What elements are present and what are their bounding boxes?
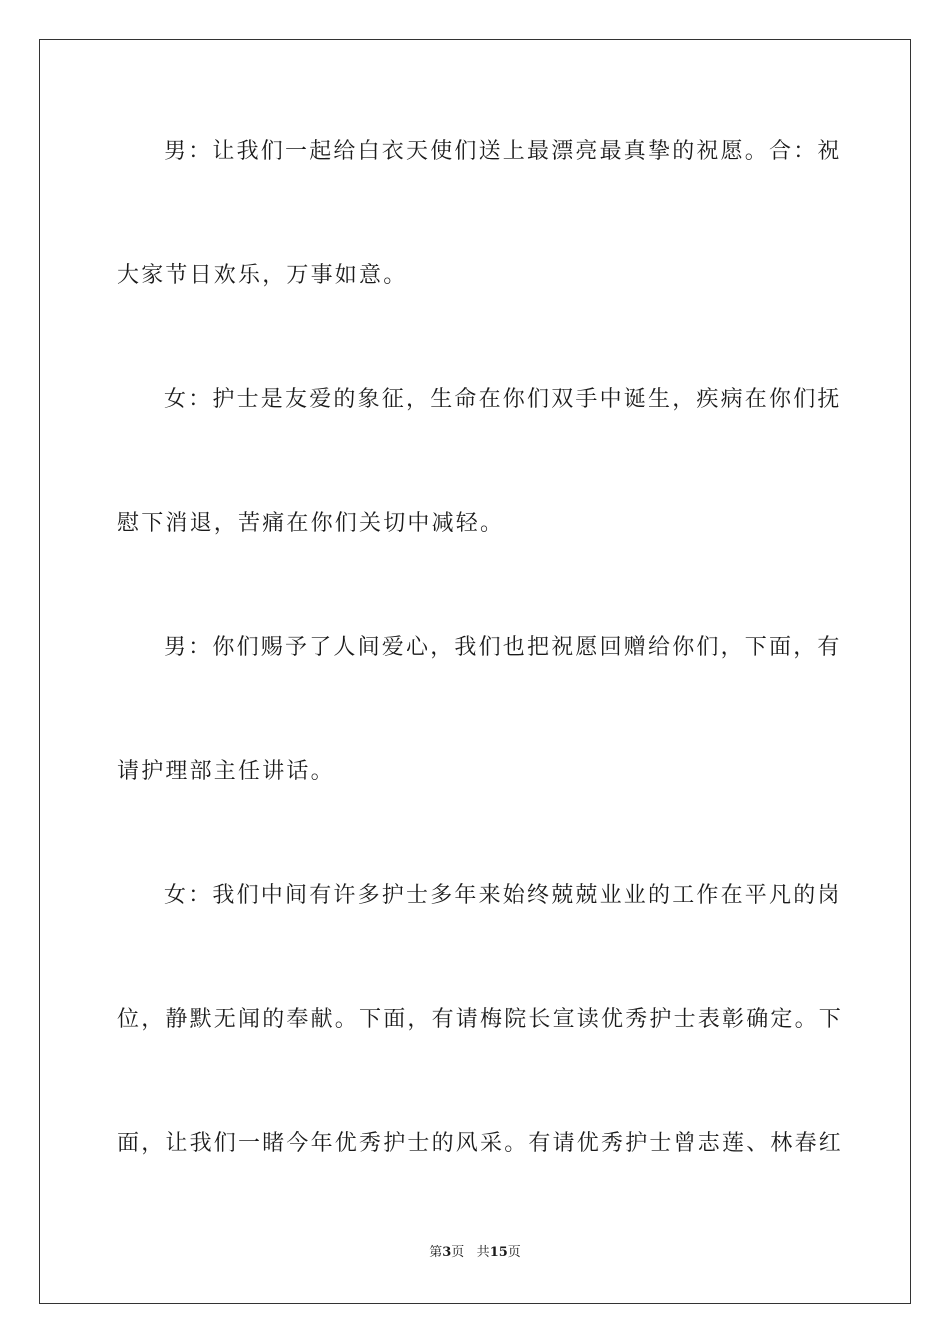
page-current: 3 <box>442 1245 452 1260</box>
page-border <box>39 39 911 1304</box>
page-footer <box>0 1244 950 1262</box>
paragraph-line: 男：你们赐予了人间爱心，我们也把祝愿回赠给你们，下面，有 <box>164 635 842 660</box>
paragraph-line: 位，静默无闻的奉献。下面，有请梅院长宣读优秀护士表彰确定。下 <box>117 1007 844 1032</box>
page-suffix: 页 <box>451 1245 465 1260</box>
paragraph-line: 男：让我们一起给白衣天使们送上最漂亮最真挚的祝愿。合：祝 <box>164 139 842 164</box>
paragraph-line: 女：护士是友爱的象征，生命在你们双手中诞生，疾病在你们抚 <box>164 387 842 412</box>
total-suffix: 页 <box>507 1245 521 1260</box>
paragraph-line: 大家节日欢乐，万事如意。 <box>117 263 408 288</box>
paragraph-line: 请护理部主任讲话。 <box>117 759 335 784</box>
paragraph-line: 慰下消退，苦痛在你们关切中减轻。 <box>117 511 505 536</box>
total-prefix: 共 <box>476 1245 490 1260</box>
page-total: 15 <box>489 1245 508 1260</box>
paragraph-line: 面，让我们一睹今年优秀护士的风采。有请优秀护士曾志莲、林春红 <box>117 1131 844 1156</box>
page-prefix: 第 <box>429 1245 443 1260</box>
paragraph-line: 女：我们中间有许多护士多年来始终兢兢业业的工作在平凡的岗 <box>164 883 842 908</box>
